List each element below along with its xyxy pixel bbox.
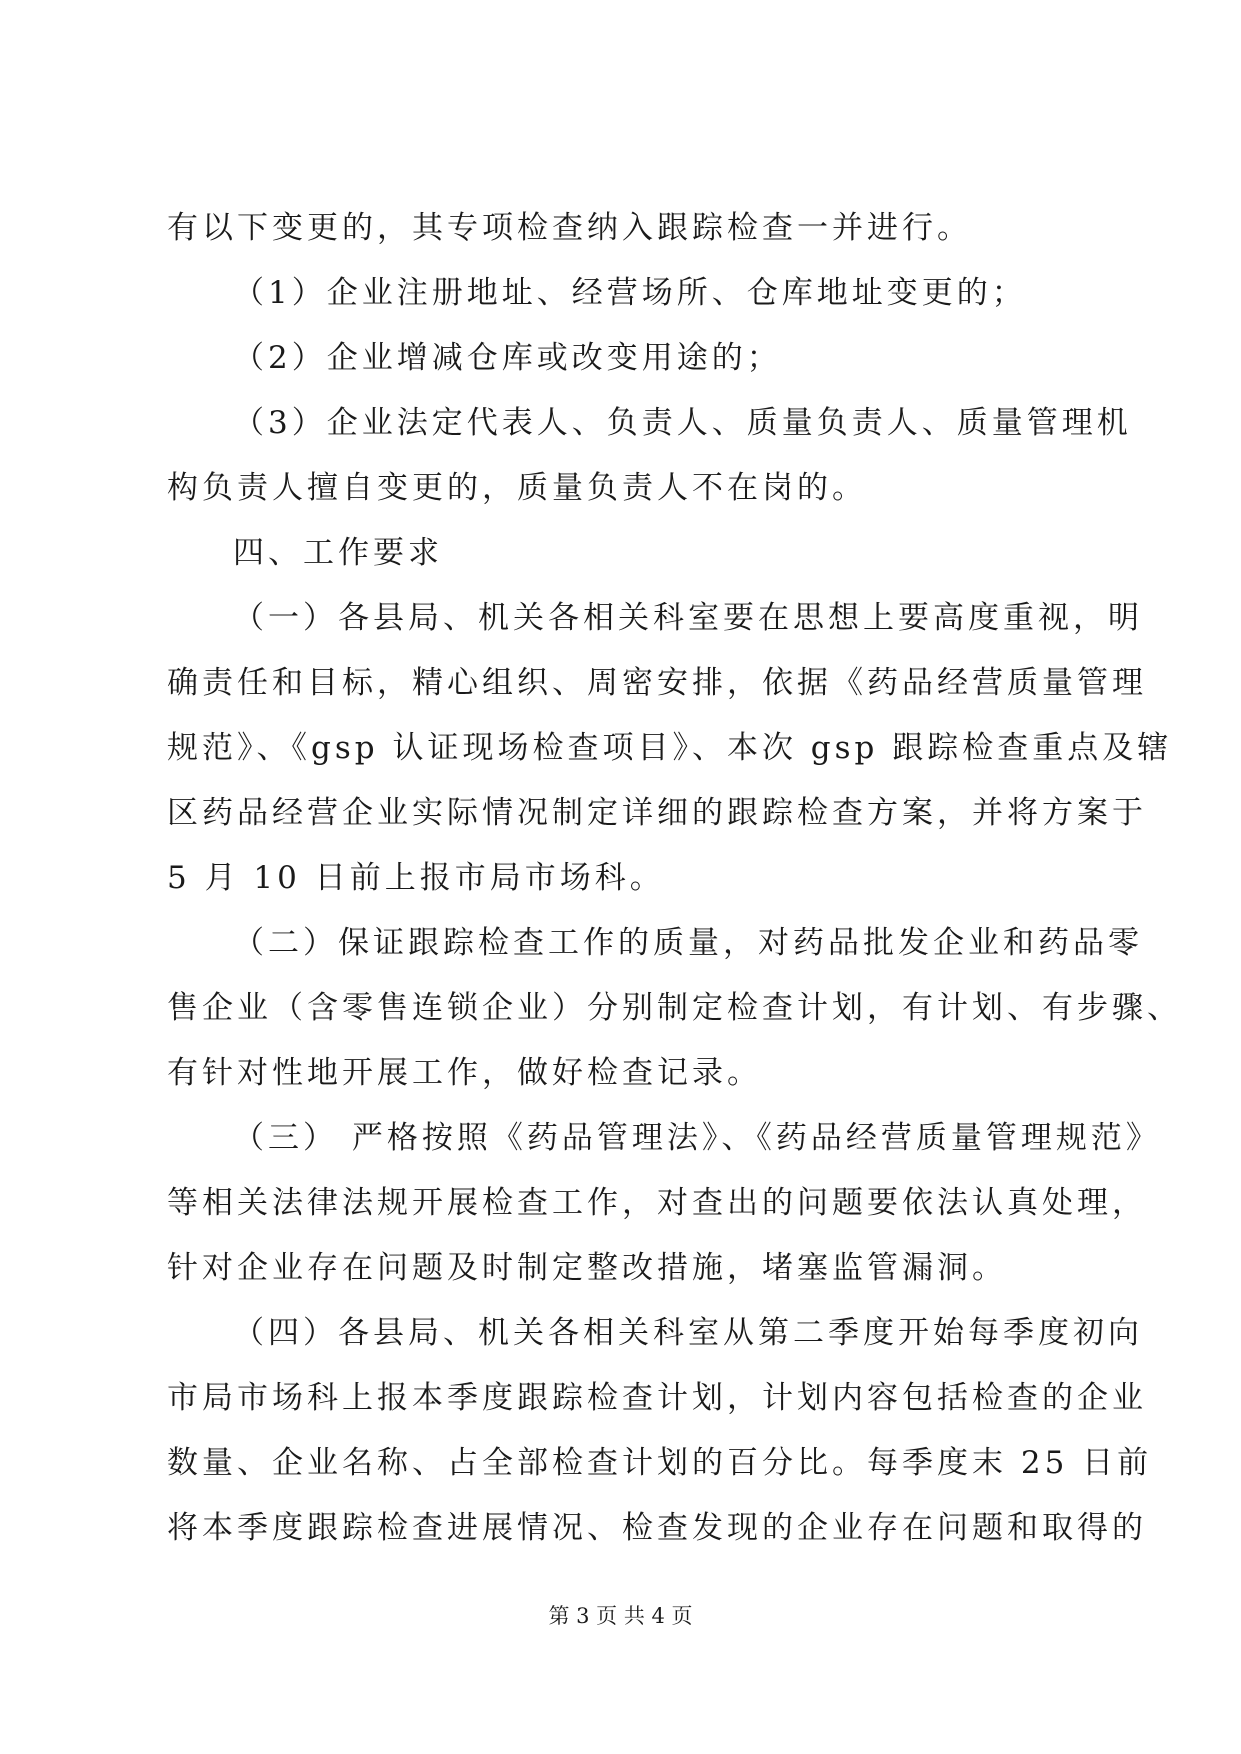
- paragraph-line: （三） 严格按照《药品管理法》、《药品经营质量管理规范》: [233, 1120, 1161, 1156]
- text-line: 等相关法律法规开展检查工作，对查出的问题要依法认真处理，: [167, 1185, 1147, 1221]
- paragraph-line: （一）各县局、机关各相关科室要在思想上要高度重视，明: [233, 600, 1143, 636]
- document-body: [167, 196, 1182, 1561]
- text-line: 5 月 10 日前上报市局市场科。: [167, 860, 665, 896]
- paragraph-line: （四）各县局、机关各相关科室从第二季度开始每季度初向: [233, 1315, 1143, 1351]
- text-line: 针对企业存在问题及时制定整改措施，堵塞监管漏洞。: [167, 1250, 1007, 1286]
- list-item: （2）企业增减仓库或改变用途的；: [233, 340, 782, 376]
- page-number-footer: 第 3 页 共 4 页: [548, 1604, 693, 1628]
- list-item: （3）企业法定代表人、负责人、质量负责人、质量管理机: [233, 405, 1132, 441]
- text-line: 数量、企业名称、占全部检查计划的百分比。每季度末 25 日前: [167, 1445, 1153, 1481]
- text-line: 有以下变更的，其专项检查纳入跟踪检查一并进行。: [167, 210, 972, 246]
- text-line: 确责任和目标，精心组织、周密安排，依据《药品经营质量管理: [167, 665, 1147, 701]
- text-line: 售企业（含零售连锁企业）分别制定检查计划，有计划、有步骤、: [167, 990, 1182, 1026]
- paragraph-line: （二）保证跟踪检查工作的质量，对药品批发企业和药品零: [233, 925, 1143, 961]
- list-item: （1）企业注册地址、经营场所、仓库地址变更的；: [233, 275, 1027, 311]
- text-line: 区药品经营企业实际情况制定详细的跟踪检查方案，并将方案于: [167, 795, 1147, 831]
- text-line: 有针对性地开展工作，做好检查记录。: [167, 1055, 762, 1091]
- text-line: 将本季度跟踪检查进展情况、检查发现的企业存在问题和取得的: [167, 1510, 1147, 1546]
- text-line: 市局市场科上报本季度跟踪检查计划，计划内容包括检查的企业: [167, 1380, 1147, 1416]
- text-line: 构负责人擅自变更的，质量负责人不在岗的。: [167, 470, 867, 506]
- section-heading: 四、工作要求: [233, 535, 443, 571]
- text-line: 规范》、《gsp 认证现场检查项目》、本次 gsp 跟踪检查重点及辖: [167, 730, 1173, 766]
